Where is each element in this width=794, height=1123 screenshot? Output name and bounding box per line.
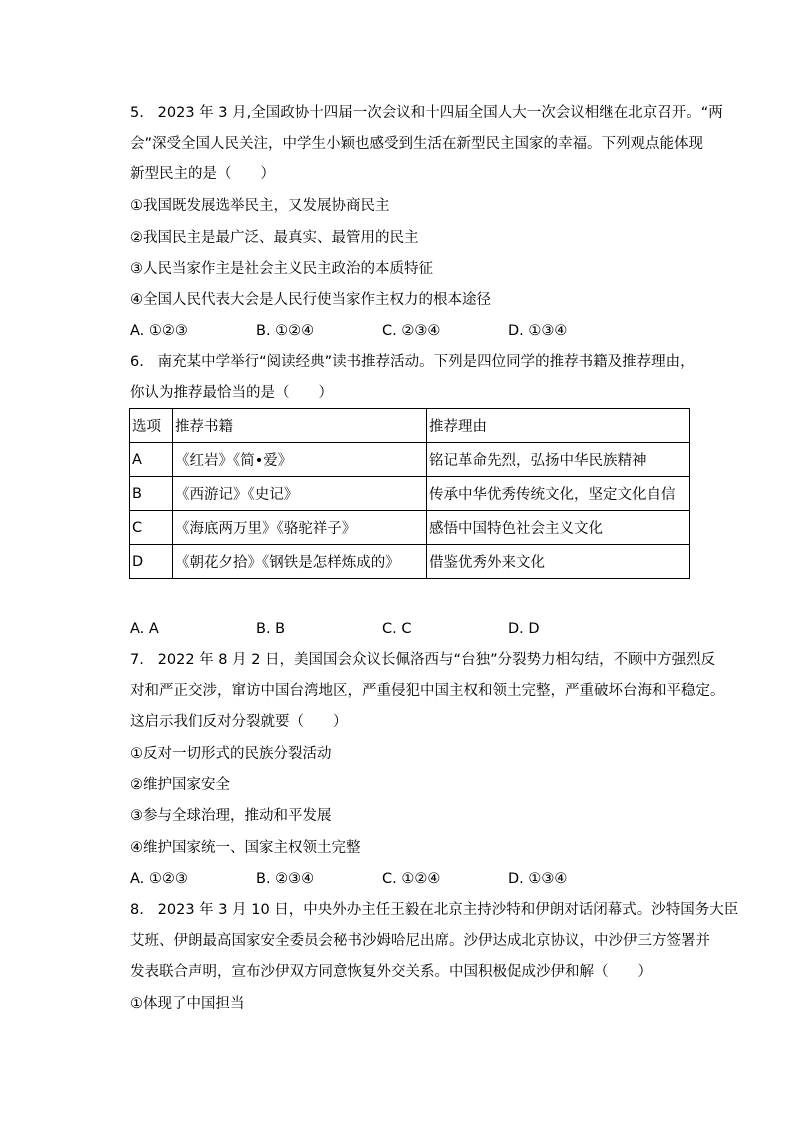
q6-choices	[130, 619, 650, 639]
q7-item-2: ②维护国家安全	[130, 777, 230, 793]
q5-choice-b[interactable]: B. ①②④	[256, 323, 315, 339]
q5-choice-c[interactable]: C. ②③④	[382, 323, 441, 339]
q5-stem-line-1: 5. 2023 年 3 月,全国政协十四届一次会议和十四届全国人大一次会议相继在北京召开。“两	[130, 105, 723, 121]
q7-choice-c[interactable]: C. ①②④	[382, 871, 441, 887]
header-option: 选项	[130, 409, 173, 443]
cell-books: 《红岩》《简•爱》	[173, 443, 427, 477]
cell-option: C	[130, 511, 173, 545]
q7-choice-b[interactable]: B. ②③④	[256, 871, 315, 887]
q6-stem-line-1: 6. 南充某中学举行“阅读经典”读书推荐活动。下列是四位同学的推荐书籍及推荐理由，	[130, 354, 695, 370]
q5-choice-d[interactable]: D. ①③④	[508, 323, 568, 339]
q5-item-4: ④全国人民代表大会是人民行使当家作主权力的根本途径	[130, 292, 491, 308]
q7-choice-a[interactable]: A. ①②③	[130, 871, 188, 887]
table-row	[130, 545, 690, 579]
q8-stem-line-3: 发表联合声明，宣布沙伊双方同意恢复外交关系。中国积极促成沙伊和解（ ）	[130, 964, 652, 980]
q7-stem-line-1: 7. 2022 年 8 月 2 日，美国国会众议长佩洛西与“台独”分裂势力相勾结，不顾中方强烈反	[130, 652, 716, 668]
header-reason: 推荐理由	[427, 409, 690, 443]
cell-books: 《海底两万里》《骆驼祥子》	[173, 511, 427, 545]
q6-choice-a[interactable]: A. A	[130, 621, 159, 637]
q5-stem-line-3: 新型民主的是（ ）	[130, 166, 275, 182]
q5-stem-line-2: 会”深受全国人民关注，中学生小颖也感受到生活在新型民主国家的幸福。下列观点能体现	[130, 136, 704, 152]
q7-choices	[130, 869, 650, 889]
q7-stem-line-2: 对和严正交涉，窜访中国台湾地区，严重侵犯中国主权和领土完整，严重破坏台海和平稳定。	[130, 683, 725, 699]
q6-stem-line-2: 你认为推荐最恰当的是（ ）	[130, 385, 333, 401]
cell-books: 《朝花夕拾》《钢铁是怎样炼成的》	[173, 545, 427, 579]
q6-choice-b[interactable]: B. B	[256, 621, 286, 637]
cell-reason: 传承中华优秀传统文化，坚定文化自信	[427, 477, 690, 511]
cell-option: A	[130, 443, 173, 477]
q8-item-1: ①体现了中国担当	[130, 996, 245, 1012]
header-books: 推荐书籍	[173, 409, 427, 443]
table-row	[130, 443, 690, 477]
q7-item-1: ①反对一切形式的民族分裂活动	[130, 746, 332, 762]
table-row	[130, 511, 690, 545]
cell-reason: 感悟中国特色社会主义文化	[427, 511, 690, 545]
q8-stem-line-2: 艾班、伊朗最高国家安全委员会秘书沙姆哈尼出席。沙伊达成北京协议，中沙伊三方签署并	[130, 933, 710, 949]
q8-stem-line-1: 8. 2023 年 3 月 10 日，中央外办主任王毅在北京主持沙特和伊朗对话闭幕式。沙特国务大臣	[130, 902, 739, 918]
q6-choice-c[interactable]: C. C	[382, 621, 412, 637]
q5-item-2: ②我国民主是最广泛、最真实、最管用的民主	[130, 230, 419, 246]
cell-option: B	[130, 477, 173, 511]
q7-item-3: ③参与全球治理，推动和平发展	[130, 808, 332, 824]
q6-choice-d[interactable]: D. D	[508, 621, 540, 637]
cell-books: 《西游记》《史记》	[173, 477, 427, 511]
q5-item-1: ①我国既发展选举民主，又发展协商民主	[130, 198, 390, 214]
q7-choice-d[interactable]: D. ①③④	[508, 871, 568, 887]
book-recommendation-table	[129, 408, 690, 579]
q7-stem-line-3: 这启示我们反对分裂就要（ ）	[130, 714, 348, 730]
q5-choices	[130, 321, 650, 341]
cell-reason: 借鉴优秀外来文化	[427, 545, 690, 579]
cell-reason: 铭记革命先烈，弘扬中华民族精神	[427, 443, 690, 477]
q5-choice-a[interactable]: A. ①②③	[130, 323, 188, 339]
cell-option: D	[130, 545, 173, 579]
q5-item-3: ③人民当家作主是社会主义民主政治的本质特征	[130, 261, 433, 277]
q7-item-4: ④维护国家统一、国家主权领土完整	[130, 840, 361, 856]
table-header-row	[130, 409, 690, 443]
table-row	[130, 477, 690, 511]
